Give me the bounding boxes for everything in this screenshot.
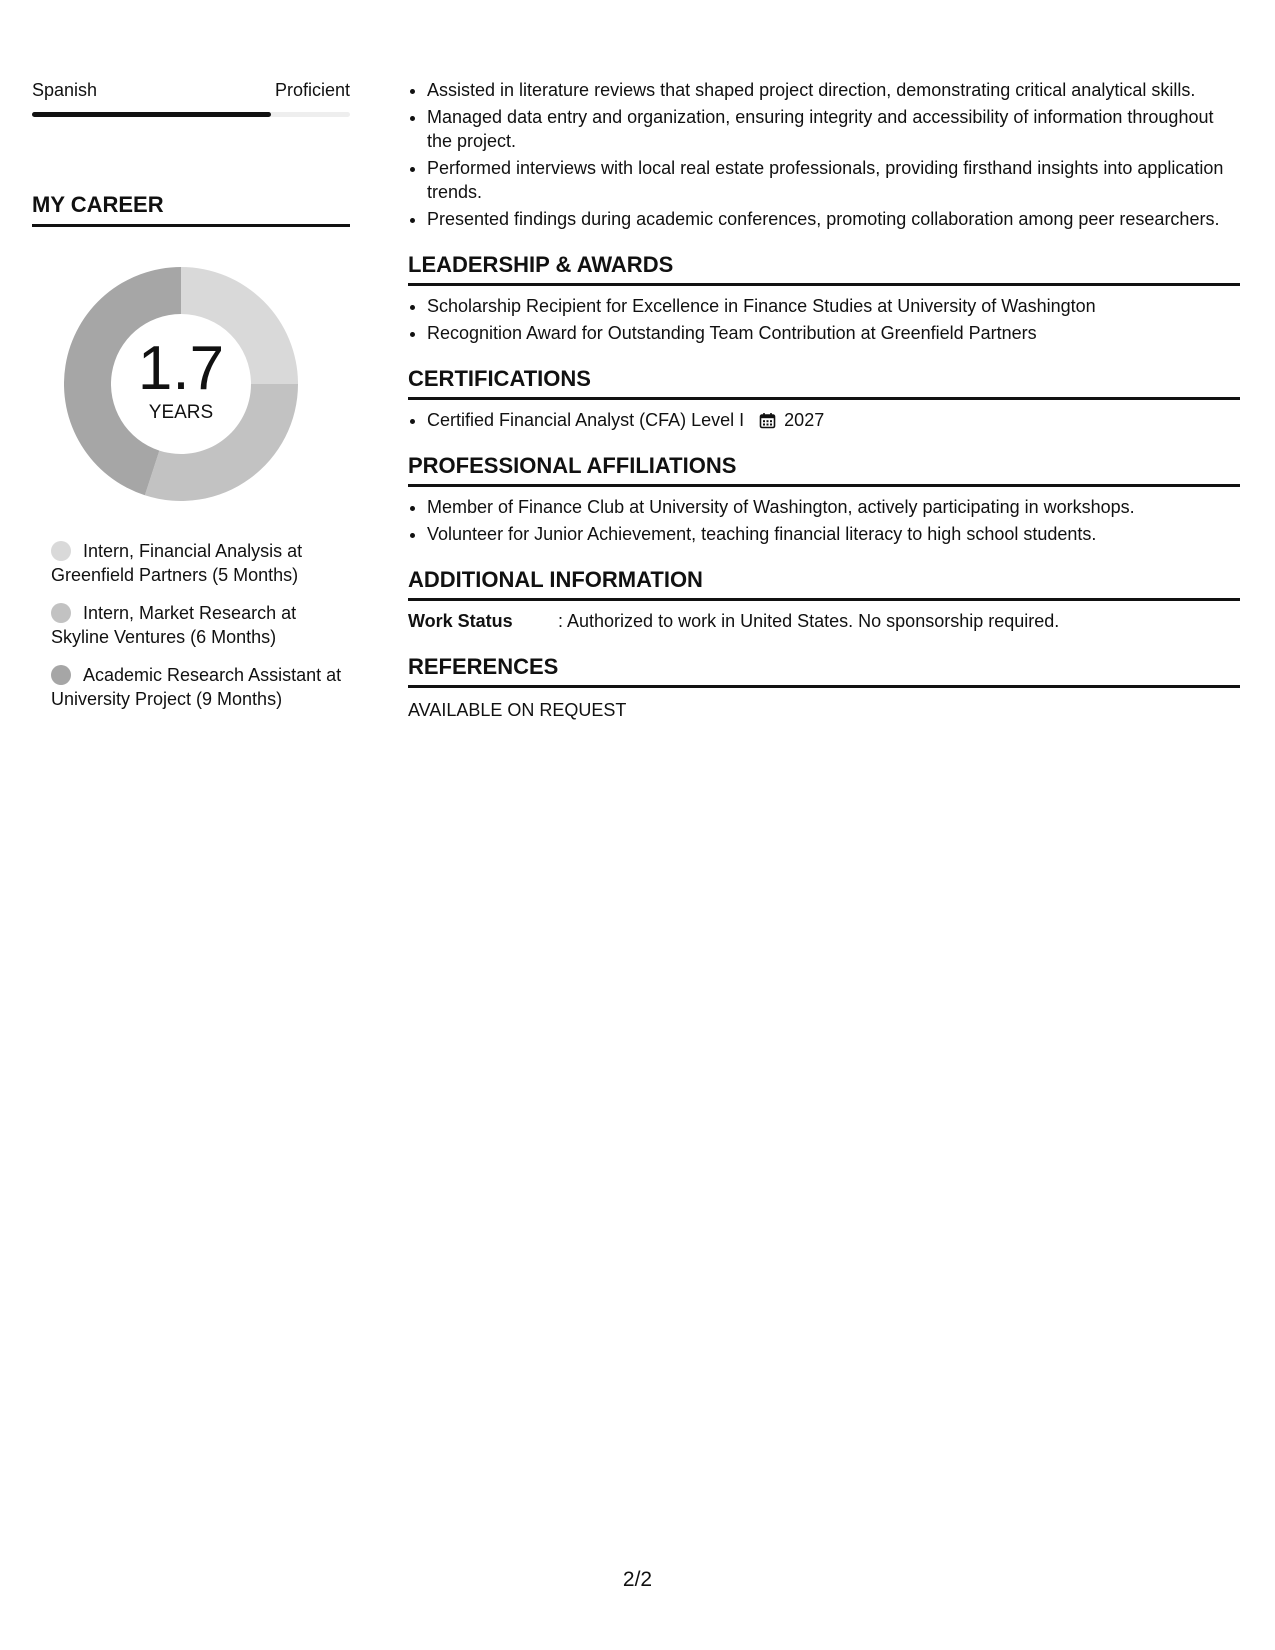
references-text: AVAILABLE ON REQUEST	[408, 700, 627, 720]
experience-bullets	[408, 78, 1240, 231]
legend-item	[51, 539, 350, 587]
career-legend	[51, 539, 350, 711]
list-item: • Assisted in literature reviews that shaped project direction, demonstrating critical analytical skills.	[427, 78, 1240, 102]
references-title: REFERENCES	[408, 653, 1240, 688]
affiliations-list	[408, 495, 1240, 546]
work-status-value: : Authorized to work in United States. No sponsorship required.	[558, 611, 1060, 631]
legend-label: Academic Research Assistant at University Project (9 Months)	[51, 665, 342, 709]
list-item: • Member of Finance Club at University of Washington, actively participating in workshops.	[427, 495, 1240, 519]
right-column	[408, 78, 1240, 722]
language-level: Proficient	[274, 80, 350, 100]
additional-info-title: ADDITIONAL INFORMATION	[408, 566, 1240, 601]
certification-year: 2027	[784, 410, 825, 430]
leadership-title: LEADERSHIP & AWARDS	[408, 251, 1240, 286]
left-column	[32, 78, 350, 725]
list-item: • Volunteer for Junior Achievement, teaching financial literacy to high school students.	[427, 522, 1240, 546]
work-status-label: Work Status	[408, 611, 513, 631]
page-number: 2/2	[622, 1568, 653, 1591]
career-total-unit: YEARS	[148, 402, 214, 423]
legend-label: Intern, Market Research at Skyline Ventures (6 Months)	[51, 603, 297, 647]
list-item: • Presented findings during academic conferences, promoting collaboration among peer researchers.	[427, 207, 1240, 231]
legend-dot	[51, 541, 71, 561]
legend-label: Intern, Financial Analysis at Greenfield Partners (5 Months)	[51, 541, 303, 585]
career-total-value: 1.7	[137, 334, 225, 403]
work-status-row	[408, 609, 1240, 633]
certification-name: Certified Financial Analyst (CFA) Level I	[427, 410, 745, 430]
list-item: • Scholarship Recipient for Excellence in Finance Studies at University of Washington	[427, 294, 1240, 318]
calendar-icon	[759, 412, 776, 429]
list-item: • Recognition Award for Outstanding Team Contribution at Greenfield Partners	[427, 321, 1240, 345]
legend-item	[51, 663, 350, 711]
leadership-list	[408, 294, 1240, 345]
legend-dot	[51, 603, 71, 623]
language-proficiency-fill	[32, 112, 271, 117]
certifications-title: CERTIFICATIONS	[408, 365, 1240, 400]
certifications-list	[408, 408, 1240, 432]
donut-center	[56, 259, 306, 509]
language-name: Spanish	[32, 80, 98, 100]
list-item: • Managed data entry and organization, ensuring integrity and accessibility of information throughout the project.	[427, 105, 1240, 153]
legend-dot	[51, 665, 71, 685]
legend-item	[51, 601, 350, 649]
list-item	[427, 408, 1240, 432]
career-title: MY CAREER	[32, 191, 350, 227]
list-item: • Performed interviews with local real estate professionals, providing firsthand insights into application trends.	[427, 156, 1240, 204]
career-donut-chart	[56, 259, 306, 509]
language-row	[32, 78, 350, 102]
affiliations-title: PROFESSIONAL AFFILIATIONS	[408, 452, 1240, 487]
language-proficiency-bar	[32, 112, 350, 117]
